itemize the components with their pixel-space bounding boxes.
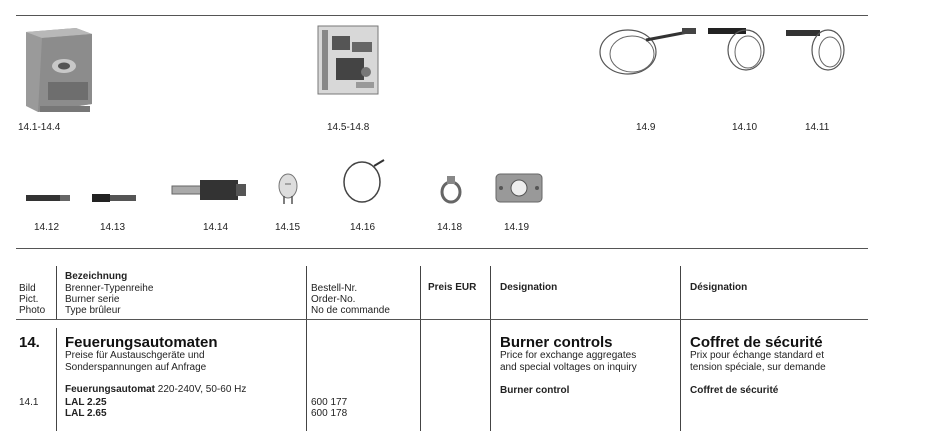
photo-caption: 14.12 bbox=[34, 222, 60, 233]
column-divider bbox=[680, 266, 681, 431]
circuit-board-photo bbox=[312, 22, 384, 98]
ignition-transformer-photo bbox=[170, 176, 250, 206]
item-model: LAL 2.65 bbox=[65, 408, 107, 419]
sensor-rod-photo bbox=[90, 192, 140, 204]
photo-caption: 14.1-14.4 bbox=[18, 122, 61, 133]
photo-caption: 14.18 bbox=[437, 222, 463, 233]
column-divider bbox=[420, 266, 421, 431]
section-rule bbox=[16, 248, 868, 249]
item-model: LAL 2.25 bbox=[65, 397, 107, 408]
header-no-de-commande: No de commande bbox=[311, 305, 390, 316]
column-divider bbox=[306, 266, 307, 431]
item-spec: 220-240V, 50-60 Hz bbox=[155, 384, 247, 395]
column-divider bbox=[490, 266, 491, 431]
header-bezeichnung: Bezeichnung bbox=[65, 271, 128, 282]
section-note-fr: Prix pour échange standard et bbox=[690, 350, 824, 361]
photo-caption: 14.5-14.8 bbox=[327, 122, 370, 133]
cable-loop-photo bbox=[340, 156, 388, 206]
header-preis: Preis EUR bbox=[428, 282, 477, 293]
photo-caption: 14.11 bbox=[805, 122, 830, 133]
column-divider bbox=[56, 328, 57, 431]
section-note-de: Preise für Austauschgeräte und bbox=[65, 350, 205, 361]
section-note-de: Sonderspannungen auf Anfrage bbox=[65, 362, 207, 373]
item-order-number: 600 177 bbox=[311, 397, 348, 408]
header-type-bruleur: Type brûleur bbox=[65, 305, 121, 316]
burner-control-box-photo bbox=[18, 24, 98, 116]
header-bild: Bild bbox=[19, 283, 36, 294]
photo-caption: 14.15 bbox=[275, 222, 301, 233]
header-rule bbox=[16, 319, 868, 320]
photo-caption: 14.9 bbox=[636, 122, 656, 133]
item-name-bold: Feuerungsautomat bbox=[65, 384, 156, 395]
item-number: 14.1 bbox=[19, 397, 39, 408]
photo-caption: 14.13 bbox=[100, 222, 126, 233]
header-photo: Photo bbox=[19, 305, 46, 316]
item-designation-en: Burner control bbox=[500, 385, 570, 396]
section-note-en: and special voltages on inquiry bbox=[500, 362, 637, 373]
header-burner-serie: Burner serie bbox=[65, 294, 120, 305]
header-bestell-nr: Bestell-Nr. bbox=[311, 283, 358, 294]
item-designation-fr: Coffret de sécurité bbox=[690, 385, 779, 396]
sensor-rod-photo bbox=[24, 192, 74, 204]
item-name bbox=[65, 384, 246, 395]
section-note-en: Price for exchange aggregates bbox=[500, 350, 637, 361]
section-note-fr: tension spéciale, sur demande bbox=[690, 362, 826, 373]
photo-caption: 14.10 bbox=[732, 122, 758, 133]
lamp-bulb-photo bbox=[276, 172, 300, 208]
header-designation-en: Designation bbox=[500, 282, 558, 293]
photo-caption: 14.19 bbox=[504, 222, 530, 233]
flange-plate-photo bbox=[494, 172, 544, 204]
header-pict: Pict. bbox=[19, 294, 39, 305]
clamp-photo bbox=[438, 174, 464, 206]
photo-caption: 14.16 bbox=[350, 222, 376, 233]
top-rule bbox=[16, 15, 868, 16]
probe-cable-photo bbox=[596, 24, 700, 82]
photocell-photo bbox=[784, 24, 848, 82]
header-order-no: Order-No. bbox=[311, 294, 356, 305]
section-title-de: Feuerungsautomaten bbox=[65, 334, 218, 351]
photocell-photo bbox=[706, 24, 768, 82]
section-title-en: Burner controls bbox=[500, 334, 613, 351]
header-brenner-typenreihe: Brenner-Typenreihe bbox=[65, 283, 154, 294]
column-divider bbox=[56, 266, 57, 319]
section-title-fr: Coffret de sécurité bbox=[690, 334, 823, 351]
header-designation-fr: Désignation bbox=[690, 282, 748, 293]
section-number: 14. bbox=[19, 334, 40, 351]
item-order-number: 600 178 bbox=[311, 408, 348, 419]
photo-caption: 14.14 bbox=[203, 222, 229, 233]
